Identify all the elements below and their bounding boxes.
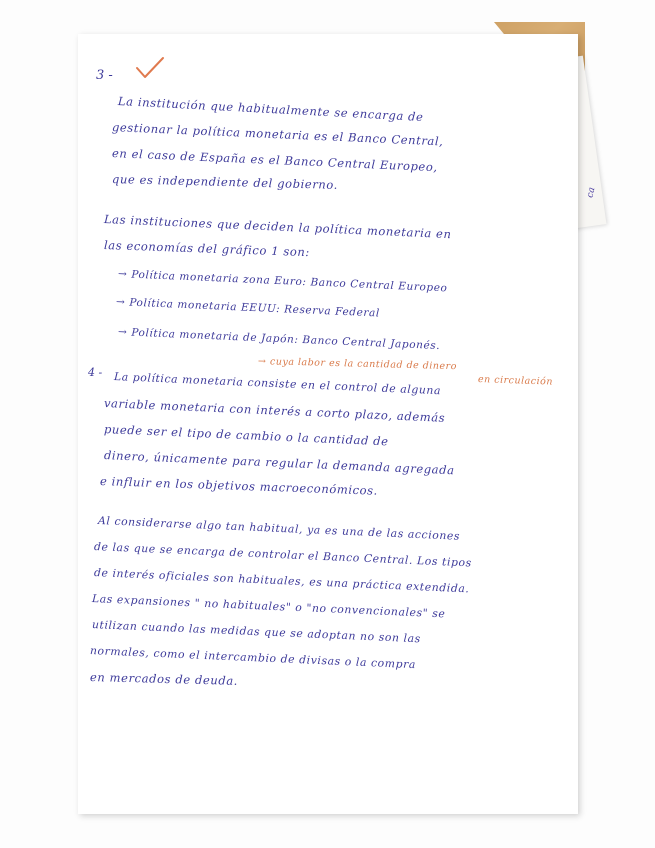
text-line: La institución que habitualmente se encarga de [117,94,424,124]
text-line: Las expansiones " no habituales" o "no convencionales" se [91,592,446,621]
question-number: 4 - [88,366,103,379]
edge-fragment: ca [585,186,598,199]
text-line: las economías del gráfico 1 son: [103,238,311,260]
text-line: de las que se encarga de controlar el Banco Central. Los tipos [93,540,473,570]
margin-note: → cuya labor es la cantidad de dinero [257,356,457,373]
text-line: en mercados de deuda. [89,670,239,688]
text-line: La política monetaria consiste en el control de alguna [113,370,442,398]
text-line: Las instituciones que deciden la política monetaria en [103,212,452,242]
text-line: utilizan cuando las medidas que se adoptan no son las [91,618,422,646]
text-line: en el caso de España es el Banco Central Europeo, [111,146,438,175]
text-line: Al considerarse algo tan habitual, ya es una de las acciones [97,514,461,543]
list-item: → Política monetaria de Japón: Banco Central Japonés. [117,326,441,353]
text-line: puede ser el tipo de cambio o la cantidad de [103,422,389,449]
margin-note: en circulación [477,374,554,388]
question-number: 3 - [96,68,113,83]
text-line: variable monetaria con interés a corto plazo, además [103,396,446,425]
text-line: gestionar la política monetaria es el Banco Central, [111,120,444,149]
check-mark-icon [135,56,165,80]
list-item: → Política monetaria EEUU: Reserva Federal [115,296,381,320]
text-line: e influir en los objetivos macroeconómicos. [99,474,379,498]
list-item: → Política monetaria zona Euro: Banco Central Europeo [117,268,448,295]
text-line: normales, como el intercambio de divisas o la compra [89,644,417,672]
text-line: de interés oficiales son habituales, es una práctica extendida. [93,566,470,596]
text-line: dinero, únicamente para regular la demanda agregada [103,448,455,478]
text-line: que es independiente del gobierno. [111,172,339,192]
